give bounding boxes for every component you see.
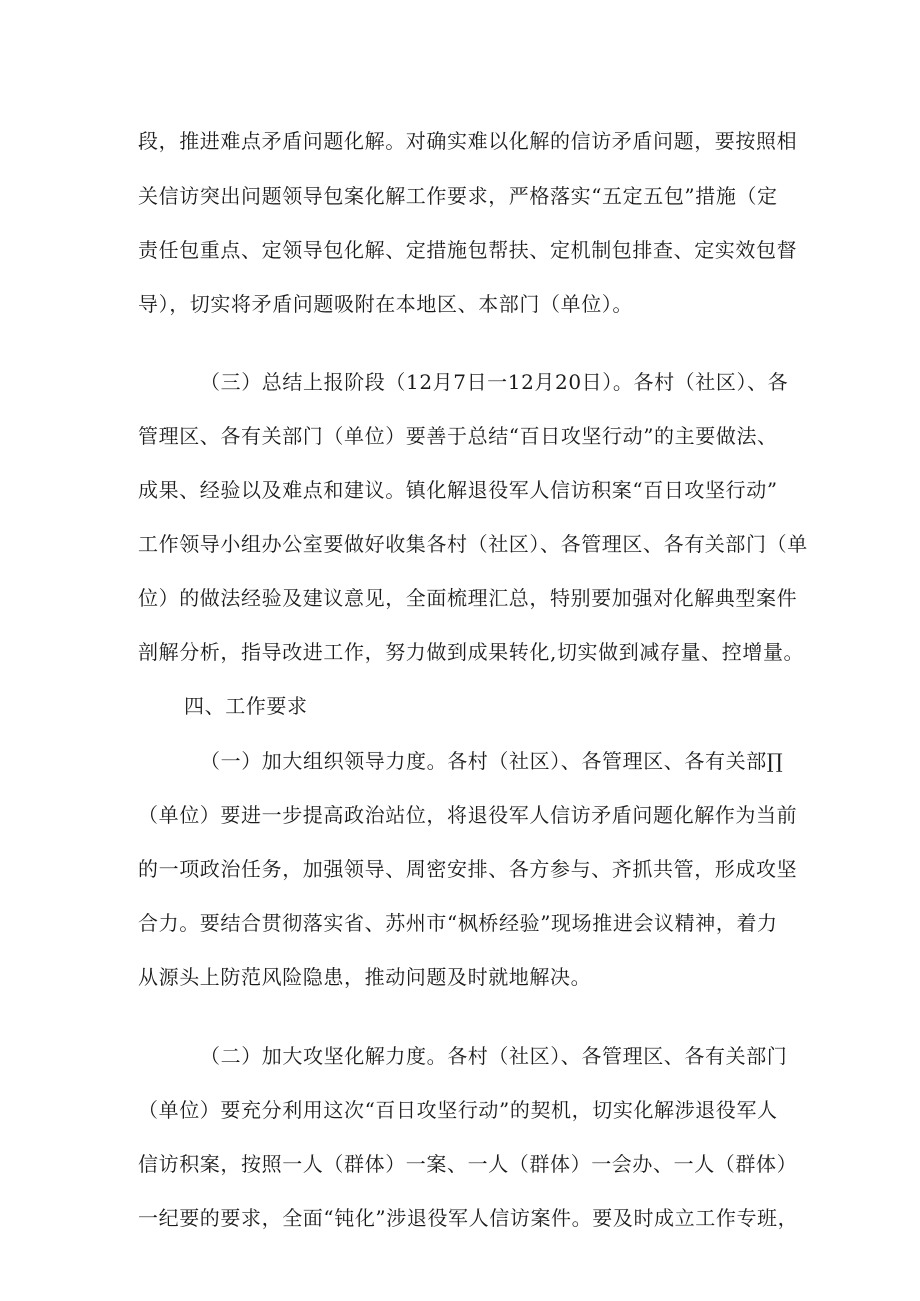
text-line: 从源头上防范风险隐患，推动问题及时就地解决。: [138, 965, 592, 989]
text-line: （二）加大攻坚化解力度。各村（社区）、各管理区、各有关部门: [200, 1044, 788, 1068]
text-line: 工作领导小组办公室要做好收集各村（社区）、各管理区、各有关部门（单: [138, 532, 808, 556]
text-line: 信访积案，按照一人（群体）一案、一人（群体）一会办、一人（群体）: [138, 1152, 798, 1176]
section-heading: 四、工作要求: [184, 694, 308, 718]
text-line: 剖解分析，指导改进工作，努力做到成果转化,切实做到减存量、控增量。: [138, 640, 805, 664]
text-line: 合力。要结合贯彻落实省、苏州市“枫桥经验”现场推进会议精神，着力: [138, 911, 778, 935]
text-line: （单位）要充分利用这次“百日攻坚行动”的契机，切实化解涉退役军人: [138, 1098, 778, 1122]
text-line: 成果、经验以及难点和建议。镇化解退役军人信访积案“百日攻坚行动”: [138, 478, 778, 502]
text-line: 一纪要的要求，全面“钝化”涉退役军人信访案件。要及时成立工作专班，: [138, 1206, 799, 1230]
text-line: 段，推进难点矛盾问题化解。对确实难以化解的信访矛盾问题，要按照相: [138, 129, 798, 153]
text-line: 关信访突出问题领导包案化解工作要求，严格落实“五定五包”措施（定: [138, 184, 778, 208]
text-line: 责任包重点、定领导包化解、定措施包帮扶、定机制包排查、定实效包督: [138, 238, 798, 262]
text-line: 位）的做法经验及建议意见，全面梳理汇总，特别要加强对化解典型案件: [138, 586, 798, 610]
text-line: 管理区、各有关部门（单位）要善于总结“百日攻坚行动”的主要做法、: [138, 424, 778, 448]
text-line: （一）加大组织领导力度。各村（社区）、各管理区、各有关部∏: [200, 749, 784, 773]
text-line: （单位）要进一步提高政治站位，将退役军人信访矛盾问题化解作为当前: [138, 803, 798, 827]
text-line: 的一项政治任务，加强领导、周密安排、各方参与、齐抓共管，形成攻坚: [138, 857, 798, 881]
text-line: 导），切实将矛盾问题吸附在本地区、本部门（单位）。: [138, 292, 633, 316]
text-line: （三）总结上报阶段（12月7日一12月20日）。各村（社区）、各: [200, 370, 789, 394]
